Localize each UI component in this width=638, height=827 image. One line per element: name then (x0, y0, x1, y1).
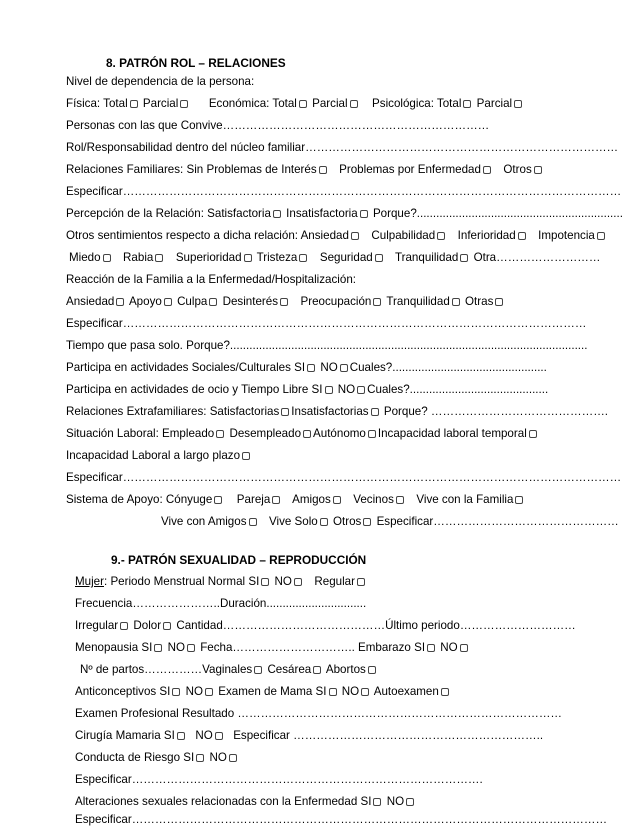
incapacidad-largo-checkbox[interactable] (242, 452, 250, 460)
extra-porque-field[interactable]: Porque? ………………………………………. (383, 405, 609, 418)
anticonceptivos-si-label: Anticonceptivos SI (75, 685, 171, 698)
inferioridad-checkbox[interactable] (518, 232, 526, 240)
tranquilidad-label: Tranquilidad (394, 251, 459, 264)
conducta-no-checkbox[interactable] (229, 754, 237, 762)
incapacidad-temporal-label: Incapacidad laboral temporal (377, 427, 527, 440)
examen-mama-no-checkbox[interactable] (361, 688, 369, 696)
cirugia-especificar-field[interactable]: Especificar ……………………………………………………….. (233, 729, 544, 742)
row-sistema-apoyo (66, 493, 525, 507)
row-conducta-riesgo (75, 751, 239, 765)
embarazo-si-checkbox[interactable] (427, 644, 435, 652)
alteraciones-si-checkbox[interactable] (373, 798, 381, 806)
insatisfactorias-label: Insatisfactorias (291, 405, 369, 418)
satisfactorias-label: Relaciones Extrafamiliares: Satisfactorias (66, 405, 280, 418)
row-situacion-laboral (66, 427, 539, 441)
examen-mama-no-label: NO (341, 685, 360, 698)
personas-convive-field[interactable]: Personas con las que Convive…………………………………………………………… (66, 119, 490, 132)
otra-field[interactable]: Otra……………………… (473, 251, 601, 264)
satisfactoria-label: Percepción de la Relación: Satisfactoria (66, 207, 271, 220)
rol-responsabilidad-field[interactable]: Rol/Responsabilidad dentro del núcleo familiar……………………………………………………………………… (66, 141, 619, 154)
desinteres-checkbox[interactable] (280, 298, 288, 306)
dolor-checkbox[interactable] (163, 622, 171, 630)
row-sentimientos-2 (69, 251, 600, 265)
especificar-field-5[interactable]: Especificar………………………………………………………………………………. (75, 773, 483, 786)
cirugia-no-label: NO (195, 729, 213, 742)
row-cirugia (75, 729, 543, 743)
examen-mama-si-checkbox[interactable] (329, 688, 337, 696)
conyuge-checkbox[interactable] (214, 496, 222, 504)
frecuencia-duracion-field[interactable]: Frecuencia…………………..Duración............................... (75, 597, 367, 610)
row-reaccion (66, 295, 505, 309)
irregular-checkbox[interactable] (120, 622, 128, 630)
anticonceptivos-si-checkbox[interactable] (172, 688, 180, 696)
dolor-label: Dolor (133, 619, 162, 632)
insatisfactoria-label: Insatisfactoria (286, 207, 358, 220)
superioridad-checkbox[interactable] (244, 254, 252, 262)
row-alteraciones (75, 795, 416, 809)
periodo-no-checkbox[interactable] (294, 578, 302, 586)
apoyo-otros-checkbox[interactable] (363, 518, 371, 526)
row-partos (80, 663, 378, 677)
conyuge-label: Sistema de Apoyo: Cónyuge (66, 493, 213, 506)
act-sociales-no-label: NO (320, 361, 338, 374)
menopausia-no-label: NO (167, 641, 185, 654)
row-incapacidad-largo (66, 449, 252, 463)
row-otros-sentimientos (66, 229, 607, 243)
incapacidad-largo-label: Incapacidad Laboral a largo plazo (66, 449, 241, 462)
menopausia-no-checkbox[interactable] (187, 644, 195, 652)
vive-solo-label: Vive Solo (268, 515, 318, 528)
culpa-checkbox[interactable] (209, 298, 217, 306)
act-ocio-no-checkbox[interactable] (357, 386, 365, 394)
insatisfactorias-checkbox[interactable] (371, 408, 379, 416)
apoyo-otros-label: Otros (332, 515, 362, 528)
psicologica-total-checkbox[interactable] (463, 100, 471, 108)
fisica-total-checkbox[interactable] (130, 100, 138, 108)
periodo-no-label: NO (274, 575, 292, 588)
examen-profesional-field[interactable]: Examen Profesional Resultado ………………………………………………………………………… (75, 707, 563, 720)
reaccion-tranquilidad-label: Tranquilidad (386, 295, 450, 308)
economica-parcial-checkbox[interactable] (350, 100, 358, 108)
otras-checkbox[interactable] (495, 298, 503, 306)
especificar-field-2[interactable]: Especificar………………………………………………………………………………………………………… (66, 317, 587, 330)
vive-amigos-checkbox[interactable] (249, 518, 257, 526)
pareja-checkbox[interactable] (272, 496, 280, 504)
psicologica-total-label: Psicológica: Total (372, 97, 462, 110)
impotencia-label: Impotencia (538, 229, 595, 242)
especificar-field-6[interactable]: Especificar…………………………………………………………………………………………………………… (75, 813, 608, 826)
psicologica-parcial-label: Parcial (476, 97, 513, 110)
anticonceptivos-no-label: NO (185, 685, 204, 698)
periodo-si-checkbox[interactable] (261, 578, 269, 586)
mujer-label: Mujer (75, 575, 104, 588)
row-irregular (75, 619, 576, 633)
row-percepcion (66, 207, 623, 221)
act-sociales-si-checkbox[interactable] (307, 364, 315, 372)
preocupacion-label: Preocupación (300, 295, 372, 308)
row-dependencia (66, 97, 524, 111)
ansiedad-checkbox[interactable] (351, 232, 359, 240)
desempleado-label: Desempleado (229, 427, 302, 440)
examen-mama-si-label: Examen de Mama SI (218, 685, 327, 698)
rabia-checkbox[interactable] (155, 254, 163, 262)
partos-vaginales-label: Nº de partos……………Vaginales (80, 663, 253, 676)
insatisfactoria-checkbox[interactable] (360, 210, 368, 218)
conducta-si-label: Conducta de Riesgo SI (75, 751, 195, 764)
menopausia-si-checkbox[interactable] (154, 644, 162, 652)
abortos-label: Abortos (325, 663, 366, 676)
autonomo-checkbox[interactable] (368, 430, 376, 438)
cirugia-si-label: Cirugía Mamaria SI (75, 729, 175, 742)
problemas-enfermedad-label: Problemas por Enfermedad (339, 163, 481, 176)
economica-total-checkbox[interactable] (299, 100, 307, 108)
sin-problemas-checkbox[interactable] (319, 166, 327, 174)
vive-familia-label: Vive con la Familia (416, 493, 514, 506)
impotencia-checkbox[interactable] (597, 232, 605, 240)
vecinos-checkbox[interactable] (396, 496, 404, 504)
tiempo-solo-field[interactable]: Tiempo que pasa solo. Porque?............................................................................................................... (66, 339, 588, 352)
otras-label: Otras (465, 295, 494, 308)
anticonceptivos-no-checkbox[interactable] (205, 688, 213, 696)
desinteres-label: Desinterés (222, 295, 279, 308)
reaccion-tranquilidad-checkbox[interactable] (452, 298, 460, 306)
embarazo-no-checkbox[interactable] (460, 644, 468, 652)
tristeza-checkbox[interactable] (299, 254, 307, 262)
irregular-label: Irregular (75, 619, 119, 632)
act-ocio-no-label: NO (337, 383, 356, 396)
autoexamen-checkbox[interactable] (441, 688, 449, 696)
miedo-label: Miedo (69, 251, 101, 264)
row-actividades-ocio (66, 383, 548, 397)
desempleado-checkbox[interactable] (303, 430, 311, 438)
row-menopausia (75, 641, 470, 655)
rabia-label: Rabia (123, 251, 154, 264)
especificar-field-1[interactable]: Especificar………………………………………………………………………………………………………………… (66, 185, 622, 198)
autonomo-label: Autónomo (313, 427, 366, 440)
apoyo-checkbox[interactable] (164, 298, 172, 306)
ansiedad-label: Otros sentimientos respecto a dicha relación: Ansiedad (66, 229, 349, 242)
amigos-checkbox[interactable] (333, 496, 341, 504)
satisfactoria-checkbox[interactable] (273, 210, 281, 218)
act-ocio-si-checkbox[interactable] (325, 386, 333, 394)
otros-checkbox[interactable] (534, 166, 542, 174)
empleado-checkbox[interactable] (216, 430, 224, 438)
row-relaciones-extrafamiliares (66, 405, 608, 419)
act-sociales-si-label: Participa en actividades Sociales/Culturales SI (66, 361, 306, 374)
row-anticonceptivos (75, 685, 451, 699)
alteraciones-no-checkbox[interactable] (406, 798, 414, 806)
section-8-title: 8. PATRÓN ROL – RELACIONES (106, 56, 286, 70)
row-periodo-menstrual (75, 575, 367, 589)
fisica-parcial-checkbox[interactable] (180, 100, 188, 108)
act-ocio-si-label: Participa en actividades de ocio y Tiempo Libre SI (66, 383, 323, 396)
apoyo-label: Apoyo (128, 295, 162, 308)
cirugia-no-checkbox[interactable] (215, 732, 223, 740)
regular-checkbox[interactable] (357, 578, 365, 586)
porque-field[interactable]: Porque?................................................................ (372, 207, 623, 220)
cantidad-field[interactable]: Cantidad……………………………………Último periodo………………………… (176, 619, 576, 632)
alteraciones-no-label: NO (386, 795, 405, 808)
tristeza-label: Tristeza (256, 251, 298, 264)
seguridad-label: Seguridad (319, 251, 373, 264)
pareja-label: Pareja (236, 493, 271, 506)
empleado-label: Situación Laboral: Empleado (66, 427, 215, 440)
embarazo-no-label: NO (440, 641, 458, 654)
incapacidad-temporal-checkbox[interactable] (529, 430, 537, 438)
nivel-dependencia-label: Nivel de dependencia de la persona: (66, 75, 255, 88)
economica-total-label: Económica: Total (208, 97, 297, 110)
conducta-no-label: NO (209, 751, 227, 764)
act-sociales-cuales-field[interactable]: Cuales?................................................ (349, 361, 547, 374)
especificar-field-4[interactable]: Especificar………………………………………… (376, 515, 619, 528)
preocupacion-checkbox[interactable] (373, 298, 381, 306)
act-sociales-no-checkbox[interactable] (340, 364, 348, 372)
seguridad-checkbox[interactable] (375, 254, 383, 262)
reaccion-ansiedad-checkbox[interactable] (116, 298, 124, 306)
especificar-field-3[interactable]: Especificar………………………………………………………………………………………………………………… (66, 471, 622, 484)
fisica-total-label: Física: Total (66, 97, 128, 110)
otros-label: Otros (503, 163, 532, 176)
miedo-checkbox[interactable] (103, 254, 111, 262)
row-relaciones-familiares (66, 163, 544, 177)
fisica-parcial-label: Parcial (142, 97, 179, 110)
psicologica-parcial-checkbox[interactable] (514, 100, 522, 108)
superioridad-label: Superioridad (175, 251, 242, 264)
reaccion-familia-label: Reacción de la Familia a la Enfermedad/Hospitalización: (66, 273, 356, 286)
amigos-label: Amigos (292, 493, 331, 506)
vive-amigos-label: Vive con Amigos (161, 515, 247, 528)
row-actividades-sociales (66, 361, 547, 375)
culpa-label: Culpa (177, 295, 208, 308)
vive-solo-checkbox[interactable] (320, 518, 328, 526)
regular-label: Regular (314, 575, 355, 588)
cirugia-si-checkbox[interactable] (177, 732, 185, 740)
fecha-embarazo-label: Fecha………………………….. Embarazo SI (200, 641, 426, 654)
tranquilidad-checkbox[interactable] (460, 254, 468, 262)
abortos-checkbox[interactable] (368, 666, 376, 674)
culpabilidad-checkbox[interactable] (437, 232, 445, 240)
cesarea-checkbox[interactable] (313, 666, 321, 674)
periodo-normal-si-label: : Periodo Menstrual Normal SI (104, 575, 260, 588)
problemas-enfermedad-checkbox[interactable] (483, 166, 491, 174)
vive-familia-checkbox[interactable] (515, 496, 523, 504)
menopausia-si-label: Menopausia SI (75, 641, 153, 654)
economica-parcial-label: Parcial (312, 97, 348, 110)
satisfactorias-checkbox[interactable] (281, 408, 289, 416)
reaccion-ansiedad-label: Ansiedad (66, 295, 115, 308)
sin-problemas-label: Relaciones Familiares: Sin Problemas de Interés (66, 163, 317, 176)
section-9-title: 9.- PATRÓN SEXUALIDAD – REPRODUCCIÓN (111, 553, 367, 567)
inferioridad-label: Inferioridad (457, 229, 516, 242)
autoexamen-label: Autoexamen (373, 685, 439, 698)
conducta-si-checkbox[interactable] (196, 754, 204, 762)
culpabilidad-label: Culpabilidad (371, 229, 436, 242)
act-ocio-cuales-field[interactable]: Cuales?........................................... (367, 383, 549, 396)
vecinos-label: Vecinos (353, 493, 394, 506)
cesarea-label: Cesárea (267, 663, 312, 676)
vaginales-checkbox[interactable] (254, 666, 262, 674)
alteraciones-si-label: Alteraciones sexuales relacionadas con la Enfermedad SI (75, 795, 372, 808)
row-sistema-apoyo-2 (161, 515, 619, 529)
